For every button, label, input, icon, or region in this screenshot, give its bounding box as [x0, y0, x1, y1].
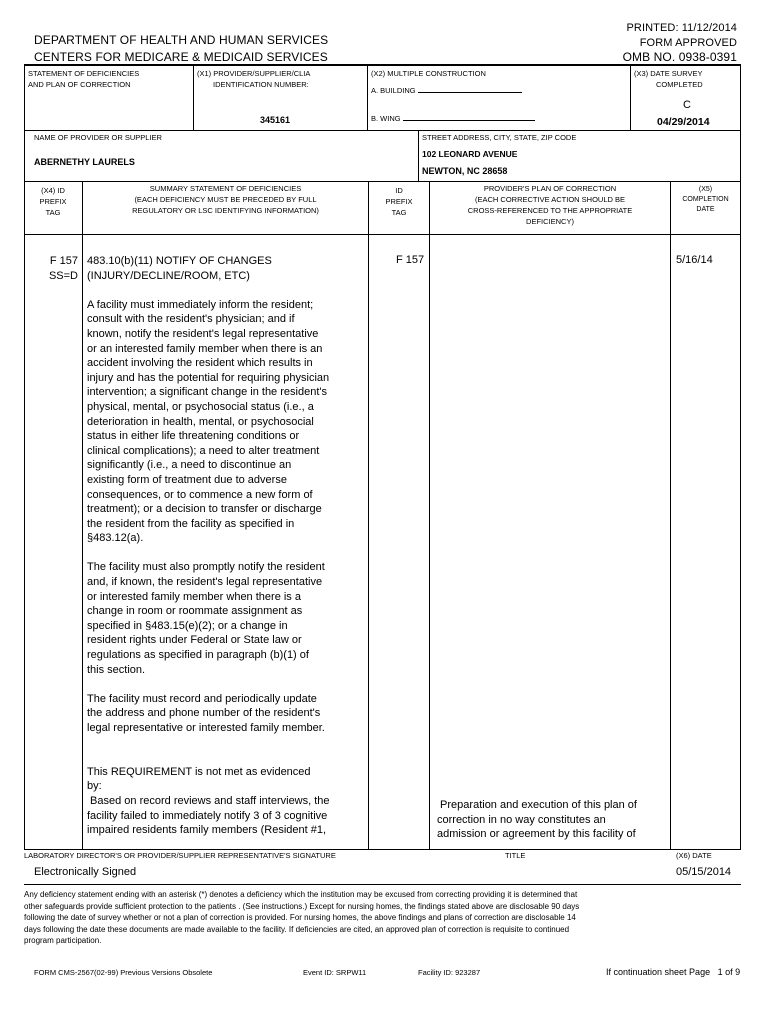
plan-header-line-1: PROVIDER'S PLAN OF CORRECTION [483, 184, 617, 193]
deficiency-title-line-2: (INJURY/DECLINE/ROOM, ETC) [87, 269, 250, 282]
plan-line: admission or agreement by this facility of [437, 828, 636, 841]
signature-date: 05/15/2014 [676, 866, 732, 878]
disclaimer-line: days following the date these documents are made available to the facility. If deficiencies are cited, an approved plan of correction is requisite to continued [24, 924, 570, 934]
form-approved: FORM APPROVED [639, 37, 737, 49]
disclaimer-line: other safeguards provide sufficient protection to the patients . (See instructions.) Except for nursing homes, the findings stated above are disclosable 90 days [24, 901, 580, 911]
wing-blank [403, 120, 535, 121]
plan-text [437, 798, 667, 842]
wing-label: B. WING [371, 114, 401, 123]
provider-name: ABERNETHY LAURELS [34, 157, 135, 167]
x4-header-line-3: TAG [45, 208, 61, 217]
disclaimer [24, 889, 579, 947]
x3-label-1: (X3) DATE SURVEY [634, 69, 703, 78]
p1-line: existing form of treatment due to adverse [87, 473, 287, 486]
title-label: TITLE [505, 851, 526, 860]
p2-line: change in room or roommate assignment as [87, 605, 303, 618]
p3-line: the address and phone number of the resident's [87, 707, 321, 720]
department-line-2: CENTERS FOR MEDICARE & MEDICAID SERVICES [34, 50, 328, 64]
paragraph-2 [87, 560, 362, 677]
survey-date: 04/29/2014 [657, 116, 710, 128]
scope-severity: SS=D [48, 269, 78, 282]
p1-line: significantly (i.e., a need to discontinue an [87, 459, 292, 472]
survey-code: C [683, 99, 691, 111]
p1-line: consult with the resident's physician; and if [87, 313, 295, 326]
address-label: STREET ADDRESS, CITY, STATE, ZIP CODE [422, 133, 577, 142]
summary-header-line-1: SUMMARY STATEMENT OF DEFICIENCIES [149, 184, 302, 193]
p1-line: deterioration in health, mental, or psychosocial [87, 415, 314, 428]
x2-label: (X2) MULTIPLE CONSTRUCTION [371, 69, 486, 78]
facility-id: Facility ID: 923287 [418, 968, 481, 977]
x1-label-2: IDENTIFICATION NUMBER: [213, 80, 309, 89]
paragraph-3 [87, 692, 362, 736]
p2-line: and, if known, the resident's legal representative [87, 576, 323, 589]
p4-line: facility failed to immediately notify 3 of 3 cognitive [87, 809, 328, 822]
page-indicator: If continuation sheet Page 1 of 9 [606, 967, 741, 977]
x4-header [24, 185, 82, 218]
deficiency-title-line-1: 483.10(b)(11) NOTIFY OF CHANGES [87, 255, 272, 267]
p2-line: regulations as specified in paragraph (b)(1) of [87, 649, 309, 662]
provider-name-label: NAME OF PROVIDER OR SUPPLIER [34, 133, 162, 142]
x6-date-label: (X6) DATE [676, 851, 712, 860]
completion-date: 5/16/14 [676, 254, 713, 266]
deficiency-tag-block [38, 254, 78, 283]
plan-header-line-4: DEFICIENCY) [526, 217, 574, 226]
p2-line: resident rights under Federal or State law or [87, 634, 302, 647]
statement-label-1: STATEMENT OF DEFICIENCIES [28, 69, 140, 78]
plan-line: Preparation and execution of this plan of [437, 799, 637, 811]
plan-header-line-3: CROSS-REFERENCED TO THE APPROPRIATE [467, 206, 633, 215]
p1-line: intervention; a significant change in the resident's [87, 386, 327, 399]
p2-line: specified in §483.15(e)(2); or a change in [87, 619, 288, 632]
p1-line: injury and has the potential for requiring physician [87, 371, 330, 384]
p1-line: the resident from the facility as specified in [87, 517, 295, 530]
plan-line: correction in no way constitutes an [437, 813, 606, 826]
x5-header-line-2: COMPLETION [682, 196, 729, 203]
p4-line: This REQUIREMENT is not met as evidenced [87, 765, 311, 778]
signature-label: LABORATORY DIRECTOR'S OR PROVIDER/SUPPLIER REPRESENTATIVE'S SIGNATURE [24, 851, 336, 860]
deficiency-text [87, 254, 362, 838]
p2-line: The facility must also promptly notify the resident [87, 561, 325, 574]
plan-tag: F 157 [396, 254, 425, 266]
x4-header-line-2: PREFIX [39, 197, 67, 206]
id-prefix-header [369, 185, 429, 218]
x4-header-line-1: (X4) ID [41, 186, 65, 195]
wing-field [371, 113, 535, 124]
p1-line: accident involving the resident which results in [87, 357, 313, 370]
summary-header-line-2: (EACH DEFICIENCY MUST BE PRECEDED BY FULL [134, 195, 317, 204]
id-header-line-2: PREFIX [385, 197, 413, 206]
p4-line: Based on record reviews and staff interviews, the [87, 794, 330, 807]
p1-line: physical, mental, or psychosocial status (i.e., a [87, 400, 314, 413]
street-address: 102 LEONARD AVENUE [422, 149, 518, 159]
summary-header-line-3: REGULATORY OR LSC IDENTIFYING INFORMATION) [132, 206, 319, 215]
building-blank [418, 92, 522, 93]
disclaimer-line: Any deficiency statement ending with an asterisk (*) denotes a deficiency which the institution may be excused from correcting providing it is determined that [24, 890, 578, 899]
disclaimer-line: program participation. [24, 936, 102, 946]
plan-header [430, 183, 670, 227]
x3-label-2: COMPLETED [656, 80, 703, 89]
department-line-1: DEPARTMENT OF HEALTH AND HUMAN SERVICES [34, 33, 329, 47]
p1-line: consequences, or to commence a new form of [87, 488, 313, 501]
deficiency-title [87, 254, 362, 283]
paragraph-4 [87, 765, 362, 838]
city-state-zip: NEWTON, NC 28658 [422, 166, 508, 176]
paragraph-1 [87, 298, 362, 546]
event-id: Event ID: SRPW11 [303, 968, 367, 977]
signature-value: Electronically Signed [34, 866, 137, 878]
disclaimer-line: following the date of survey whether or not a plan of correction is provided. For nursing homes, the above findings and plans of correction are disclosable 14 [24, 913, 576, 923]
p1-line: §483.12(a). [87, 532, 144, 545]
p3-line: legal representative or interested family member. [87, 722, 325, 734]
plan-header-line-2: (EACH CORRECTIVE ACTION SHOULD BE [474, 195, 626, 204]
form-number: FORM CMS-2567(02-99) Previous Versions Obsolete [34, 968, 213, 977]
p1-line: status in either life threatening conditions or [87, 430, 300, 443]
printed-date: PRINTED: 11/12/2014 [626, 22, 737, 34]
p2-line: or interested family member when there is a [87, 590, 301, 603]
id-header-line-3: TAG [391, 208, 407, 217]
p1-line: A facility must immediately inform the resident; [87, 298, 314, 311]
p1-line: or an interested family member when there is an [87, 342, 323, 355]
x5-header [671, 185, 740, 215]
omb-number: OMB NO. 0938-0391 [622, 50, 737, 64]
p1-line: treatment); or a decision to transfer or discharge [87, 503, 322, 516]
p3-line: The facility must record and periodically update [87, 692, 317, 705]
provider-id-number: 345161 [260, 115, 291, 125]
p4-line: impaired residents family members (Resident #1, [87, 824, 327, 837]
p2-line: this section. [87, 663, 146, 676]
x5-header-line-1: (X5) [698, 186, 713, 193]
x1-label-1: (X1) PROVIDER/SUPPLIER/CLIA [197, 69, 311, 78]
deficiency-tag: F 157 [49, 255, 78, 267]
p1-line: clinical complications); a need to alter treatment [87, 444, 320, 457]
x5-header-line-3: DATE [696, 206, 715, 213]
building-label: A. BUILDING [371, 86, 416, 95]
p1-line: known, notify the resident's legal representative [87, 327, 319, 340]
statement-label-2: AND PLAN OF CORRECTION [28, 80, 131, 89]
p4-line: by: [87, 780, 102, 793]
summary-header [83, 183, 368, 216]
id-header-line-1: ID [395, 186, 403, 195]
building-field [371, 85, 522, 96]
